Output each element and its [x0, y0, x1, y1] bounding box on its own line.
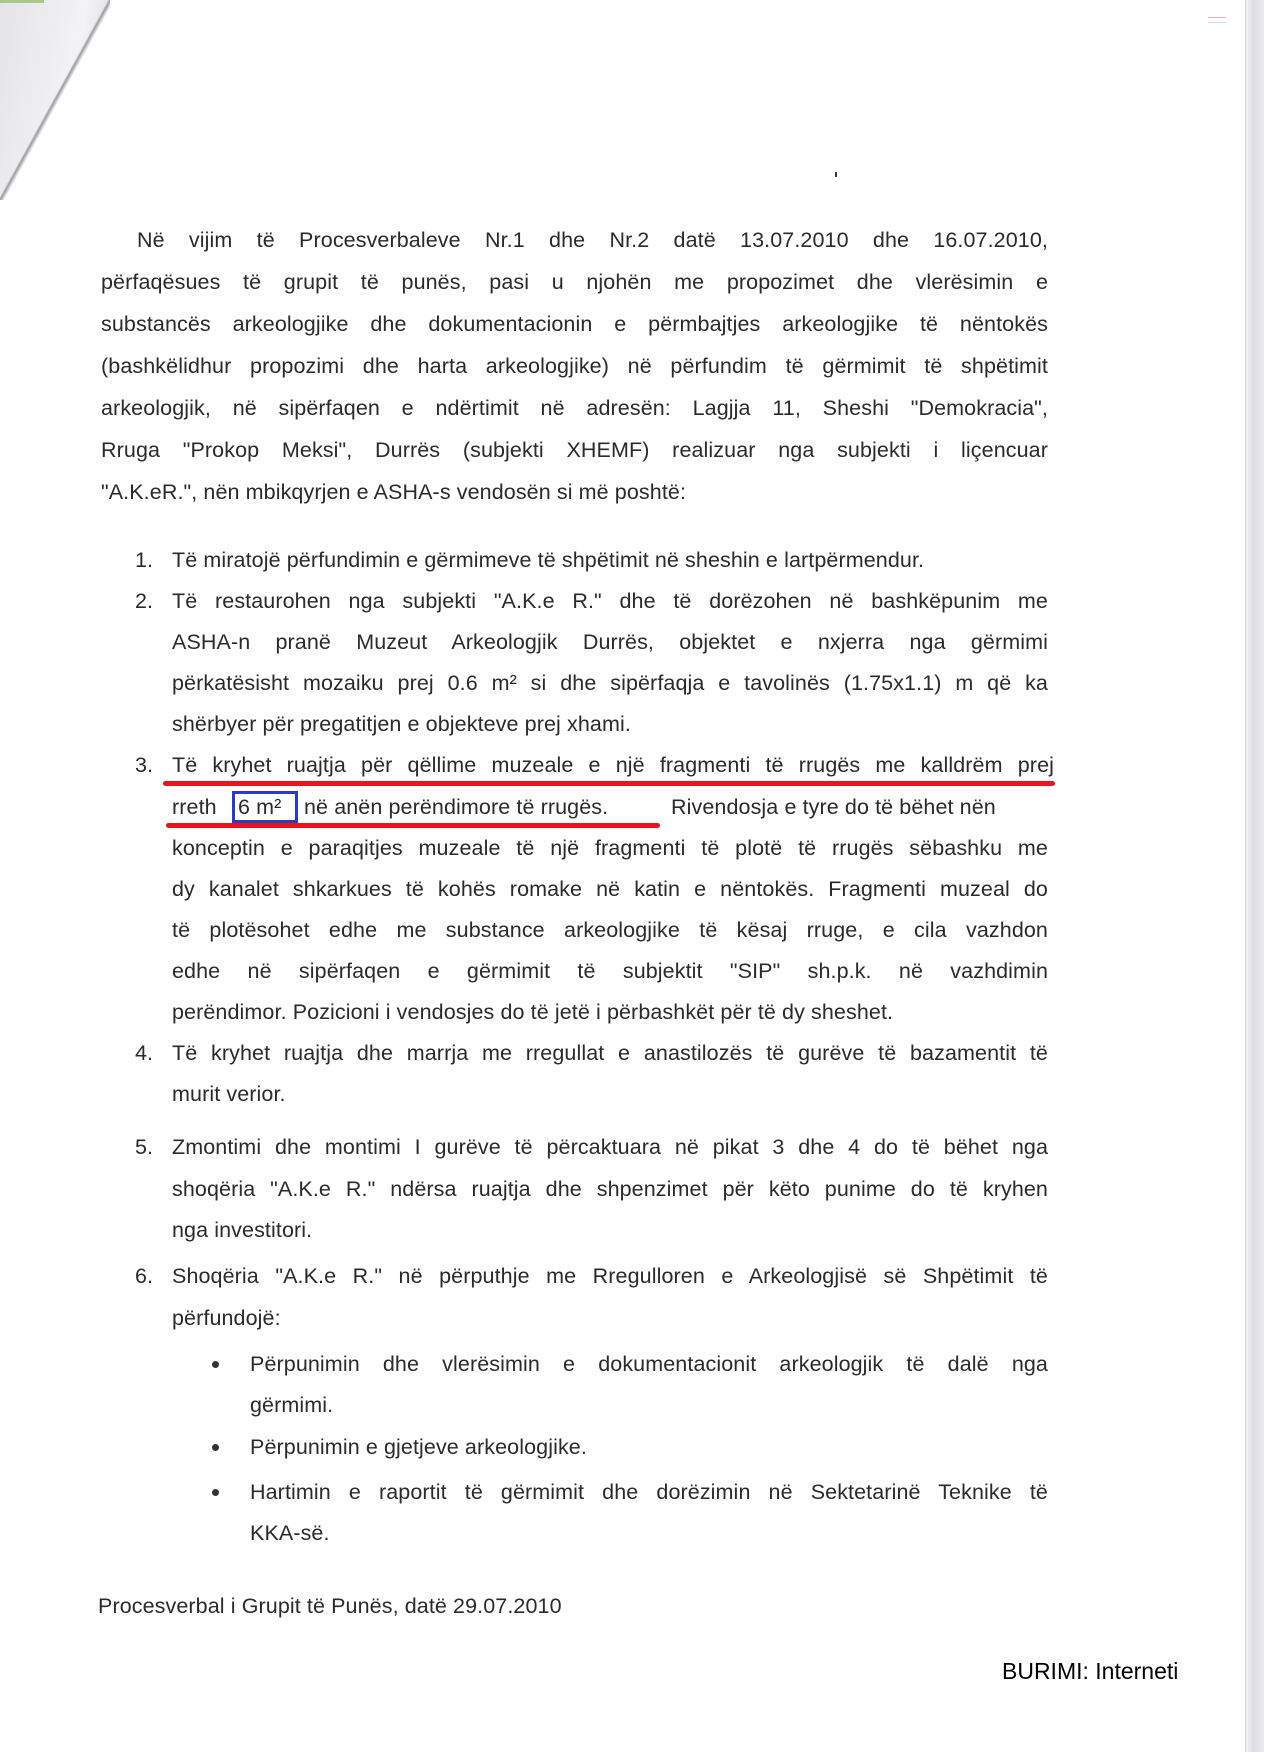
intro-line: substancës arkeologjike dhe dokumentacionin e përmbajtjes arkeologjike të nëntokës: [101, 312, 1048, 336]
bullet-line: Përpunimin dhe vlerësimin e dokumentacionit arkeologjik të dalë nga: [250, 1352, 1048, 1376]
source-label: BURIMI: Interneti: [1002, 1658, 1179, 1684]
document-reference: Procesverbal i Grupit të Punës, datë 29.07.2010: [98, 1594, 562, 1618]
intro-line: arkeologjik, në sipërfaqen e ndërtimit në adresën: Lagjja 11, Sheshi "Demokracia",: [101, 396, 1048, 420]
bullet-dot: [212, 1444, 219, 1451]
page-right-edge: [1245, 0, 1264, 1752]
bullet-dot: [212, 1361, 219, 1368]
intro-line: "A.K.eR.", nën mbikqyrjen e ASHA-s vendosën si më poshtë:: [101, 480, 687, 504]
red-underline: [163, 781, 1055, 786]
item-line: Të miratojë përfundimin e gërmimeve të shpëtimit në sheshin e lartpërmendur.: [172, 548, 925, 572]
bullet-line: Hartimin e raportit të gërmimit dhe dorëzimin në Sektetarinë Teknike të: [250, 1480, 1048, 1504]
bullet-line: gërmimi.: [250, 1393, 334, 1417]
item-line: përfundojë:: [172, 1306, 281, 1330]
item-number: 3.: [135, 753, 153, 777]
item-number: 6.: [135, 1264, 153, 1288]
item-line: Të restaurohen nga subjekti "A.K.e R." dhe të dorëzohen në bashkëpunim me: [172, 589, 1048, 613]
item-line: shërbyer për pregatitjen e objekteve prej xhami.: [172, 712, 631, 736]
item-line: Zmontimi dhe montimi I gurëve të përcaktuara në pikat 3 dhe 4 do të bëhet nga: [172, 1135, 1048, 1159]
item-line: murit verior.: [172, 1082, 286, 1106]
item-line: Të kryhet ruajtja dhe marrja me rregullat e anastilozës të gurëve të bazamentit të: [172, 1041, 1048, 1065]
blue-highlight-box: [232, 791, 298, 823]
scan-mark: [1208, 17, 1226, 23]
intro-line: Rruga "Prokop Meksi", Durrës (subjekti XHEMF) realizuar nga subjekti i liçencuar: [101, 438, 1048, 462]
item-number: 2.: [135, 589, 153, 613]
item-line: përkatësisht mozaiku prej 0.6 m² si dhe sipërfaqja e tavolinës (1.75x1.1) m që ka: [172, 671, 1048, 695]
item-line: shoqëria "A.K.e R." ndërsa ruajtja dhe shpenzimet për këto punime do të kryhen: [172, 1177, 1048, 1201]
page-fold-edge: [0, 0, 110, 200]
item-line: Shoqëria "A.K.e R." në përputhje me Rregulloren e Arkeologjisë së Shpëtimit të: [172, 1264, 1048, 1288]
item-number: 5.: [135, 1135, 153, 1159]
scan-dot: [835, 172, 837, 177]
item-line: dy kanalet shkarkues të kohës romake në katin e nëntokës. Fragmenti muzeal do: [172, 877, 1048, 901]
intro-line: Në vijim të Procesverbaleve Nr.1 dhe Nr.2 datë 13.07.2010 dhe 16.07.2010,: [137, 228, 1048, 252]
bullet-line: KKA-së.: [250, 1521, 330, 1545]
item-line-tail: Rivendosja e tyre do të bëhet nën: [671, 795, 996, 819]
scan-edge-artifact: [0, 0, 44, 3]
intro-line: (bashkëlidhur propozimi dhe harta arkeologjike) në përfundim të gërmimit të shpëtimit: [101, 354, 1048, 378]
item-line-underlined: në anën perëndimore të rrugës.: [304, 795, 609, 819]
bullet-line: Përpunimin e gjetjeve arkeologjike.: [250, 1435, 587, 1459]
red-underline: [166, 823, 660, 828]
item-line: edhe në sipërfaqen e gërmimit të subjektit "SIP" sh.p.k. në vazhdimin: [172, 959, 1048, 983]
highlighted-value: 6 m²: [238, 795, 282, 819]
item-line: konceptin e paraqitjes muzeale të një fragmenti të plotë të rrugës sëbashku me: [172, 836, 1048, 860]
item-line: Të kryhet ruajtja për qëllime muzeale e një fragmenti të rrugës me kalldrëm prej: [172, 753, 1054, 777]
item-line: perëndimor. Pozicioni i vendosjes do të jetë i përbashkët për të dy sheshet.: [172, 1000, 894, 1024]
item-number: 1.: [135, 548, 153, 572]
item-line-prefix: rreth: [172, 795, 217, 819]
item-number: 4.: [135, 1041, 153, 1065]
item-line: nga investitori.: [172, 1218, 313, 1242]
item-line: të plotësohet edhe me substance arkeologjike të kësaj rruge, e cila vazhdon: [172, 918, 1048, 942]
intro-line: përfaqësues të grupit të punës, pasi u njohën me propozimet dhe vlerësimin e: [101, 270, 1048, 294]
bullet-dot: [212, 1489, 219, 1496]
item-line: ASHA-n pranë Muzeut Arkeologjik Durrës, objektet e nxjerra nga gërmimi: [172, 630, 1048, 654]
